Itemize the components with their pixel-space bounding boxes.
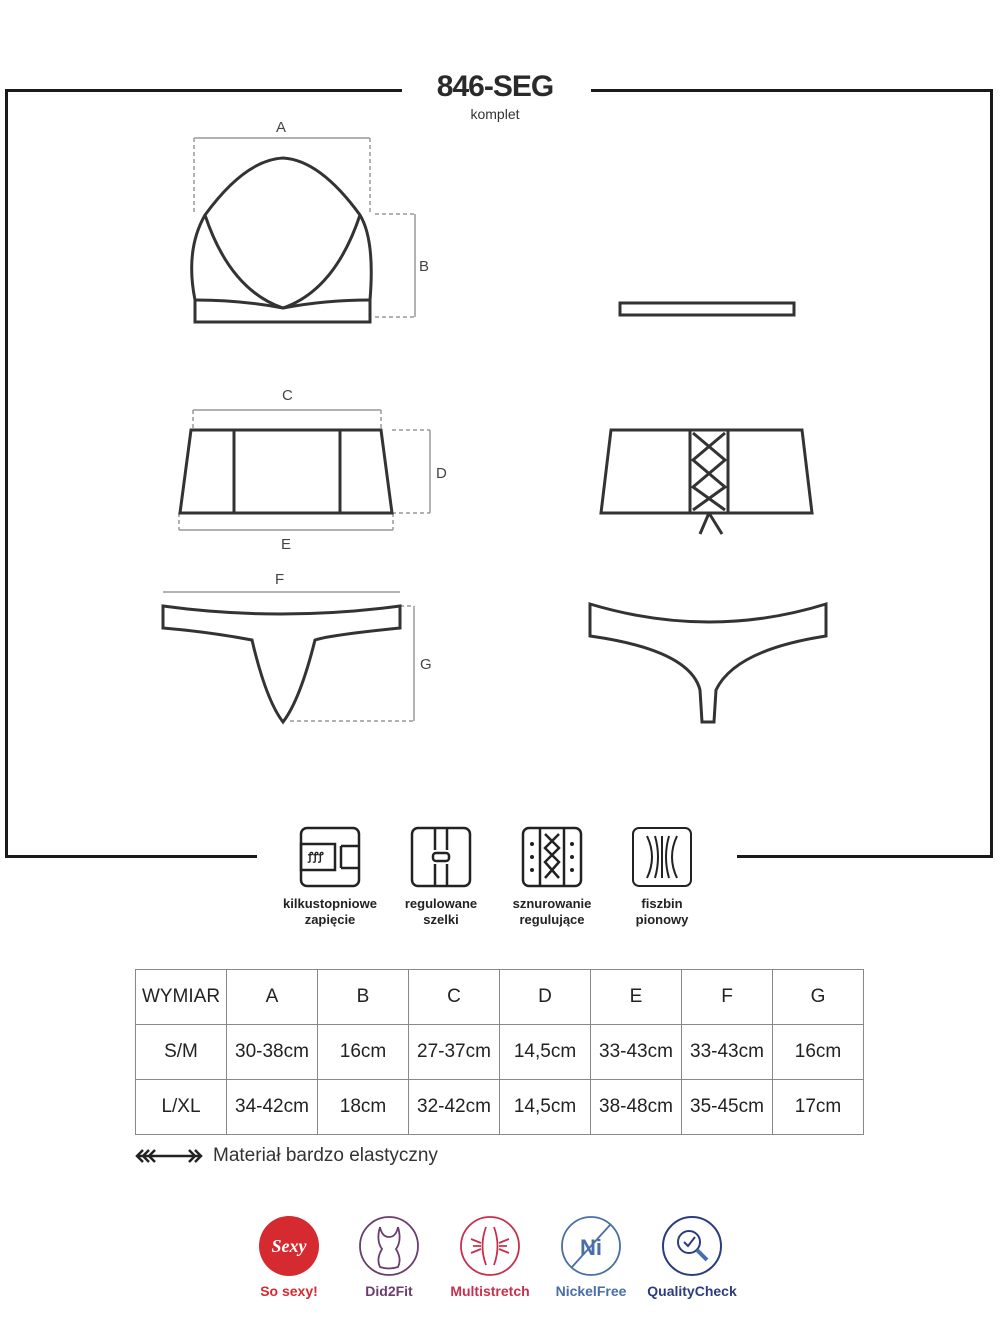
feature-multi-hook-closure — [275, 826, 385, 928]
table-header: E — [591, 970, 682, 1025]
table-cell: 17cm — [773, 1080, 864, 1135]
dimension-label-c: C — [282, 387, 293, 404]
table-cell: L/XL — [136, 1080, 227, 1135]
frame-bottom-right — [737, 855, 993, 858]
feature-label: fiszbin — [641, 896, 683, 911]
vertical-boning-icon — [631, 826, 693, 888]
product-subtitle: komplet — [470, 106, 520, 122]
badge-label: Multistretch — [450, 1283, 530, 1299]
belt-front-drawing — [180, 430, 392, 513]
dimension-label-d: D — [436, 465, 447, 482]
table-row — [136, 1025, 864, 1080]
table-header-row — [136, 970, 864, 1025]
thong-front-drawing — [163, 606, 400, 722]
feature-label: zapięcie — [304, 912, 356, 927]
table-cell: 18cm — [318, 1080, 409, 1135]
svg-text:Ni: Ni — [580, 1235, 602, 1260]
size-table — [135, 969, 864, 1135]
multistretch-icon — [459, 1215, 521, 1277]
quality-check-icon — [661, 1215, 723, 1277]
table-cell: 35-45cm — [682, 1080, 773, 1135]
feature-label: kilkustopniowe — [283, 896, 377, 911]
badge-label: So sexy! — [260, 1283, 318, 1299]
table-row — [136, 1080, 864, 1135]
table-cell: 33-43cm — [591, 1025, 682, 1080]
feature-label: szelki — [423, 912, 459, 927]
nickel-free-icon — [560, 1215, 622, 1277]
frame-bottom-left — [5, 855, 257, 858]
table-header: G — [773, 970, 864, 1025]
table-header: F — [682, 970, 773, 1025]
bra-front-drawing — [192, 158, 372, 322]
dimension-label-f: F — [275, 571, 285, 588]
feature-label: sznurowanie — [512, 896, 592, 911]
svg-text:ꝭꝭꝭ: ꝭꝭꝭ — [308, 851, 324, 863]
table-cell: 16cm — [773, 1025, 864, 1080]
lacing-icon — [521, 826, 583, 888]
adjustable-straps-icon — [410, 826, 472, 888]
table-header: C — [409, 970, 500, 1025]
table-cell: 14,5cm — [500, 1080, 591, 1135]
table-cell: 14,5cm — [500, 1025, 591, 1080]
thong-back-drawing — [590, 604, 826, 722]
elastic-note — [135, 1145, 438, 1167]
table-cell: 16cm — [318, 1025, 409, 1080]
elastic-note-text: Materiał bardzo elastyczny — [213, 1145, 438, 1166]
badge-quality-check — [632, 1215, 752, 1299]
feature-label: pionowy — [635, 912, 689, 927]
multi-hook-closure-icon — [299, 826, 361, 888]
feature-lacing — [497, 826, 607, 928]
dress-fit-icon — [358, 1215, 420, 1277]
dimension-label-e: E — [281, 536, 292, 553]
dimension-label-a: A — [276, 119, 287, 136]
feature-adjustable-straps — [386, 826, 496, 928]
table-cell: 27-37cm — [409, 1025, 500, 1080]
table-cell: 33-43cm — [682, 1025, 773, 1080]
table-cell: S/M — [136, 1025, 227, 1080]
product-title: 846-SEG — [436, 70, 554, 103]
feature-vertical-boning — [607, 826, 717, 928]
sexy-icon — [258, 1215, 320, 1277]
table-cell: 30-38cm — [227, 1025, 318, 1080]
table-cell: 38-48cm — [591, 1080, 682, 1135]
badge-label: Did2Fit — [365, 1283, 413, 1299]
table-header: D — [500, 970, 591, 1025]
table-header: A — [227, 970, 318, 1025]
dimension-label-g: G — [420, 656, 432, 673]
table-cell: 34-42cm — [227, 1080, 318, 1135]
table-header: WYMIAR — [136, 970, 227, 1025]
svg-text:Sexy: Sexy — [271, 1236, 307, 1256]
feature-label: regulowane — [404, 896, 478, 911]
belt-back-drawing — [601, 430, 812, 534]
table-cell: 32-42cm — [409, 1080, 500, 1135]
collar-drawing — [620, 303, 794, 315]
badge-label: NickelFree — [555, 1283, 627, 1299]
dimension-label-b: B — [419, 258, 430, 275]
table-header: B — [318, 970, 409, 1025]
stretch-arrows-icon — [135, 1148, 203, 1164]
feature-label: regulujące — [519, 912, 585, 927]
badge-label: QualityCheck — [647, 1283, 737, 1299]
